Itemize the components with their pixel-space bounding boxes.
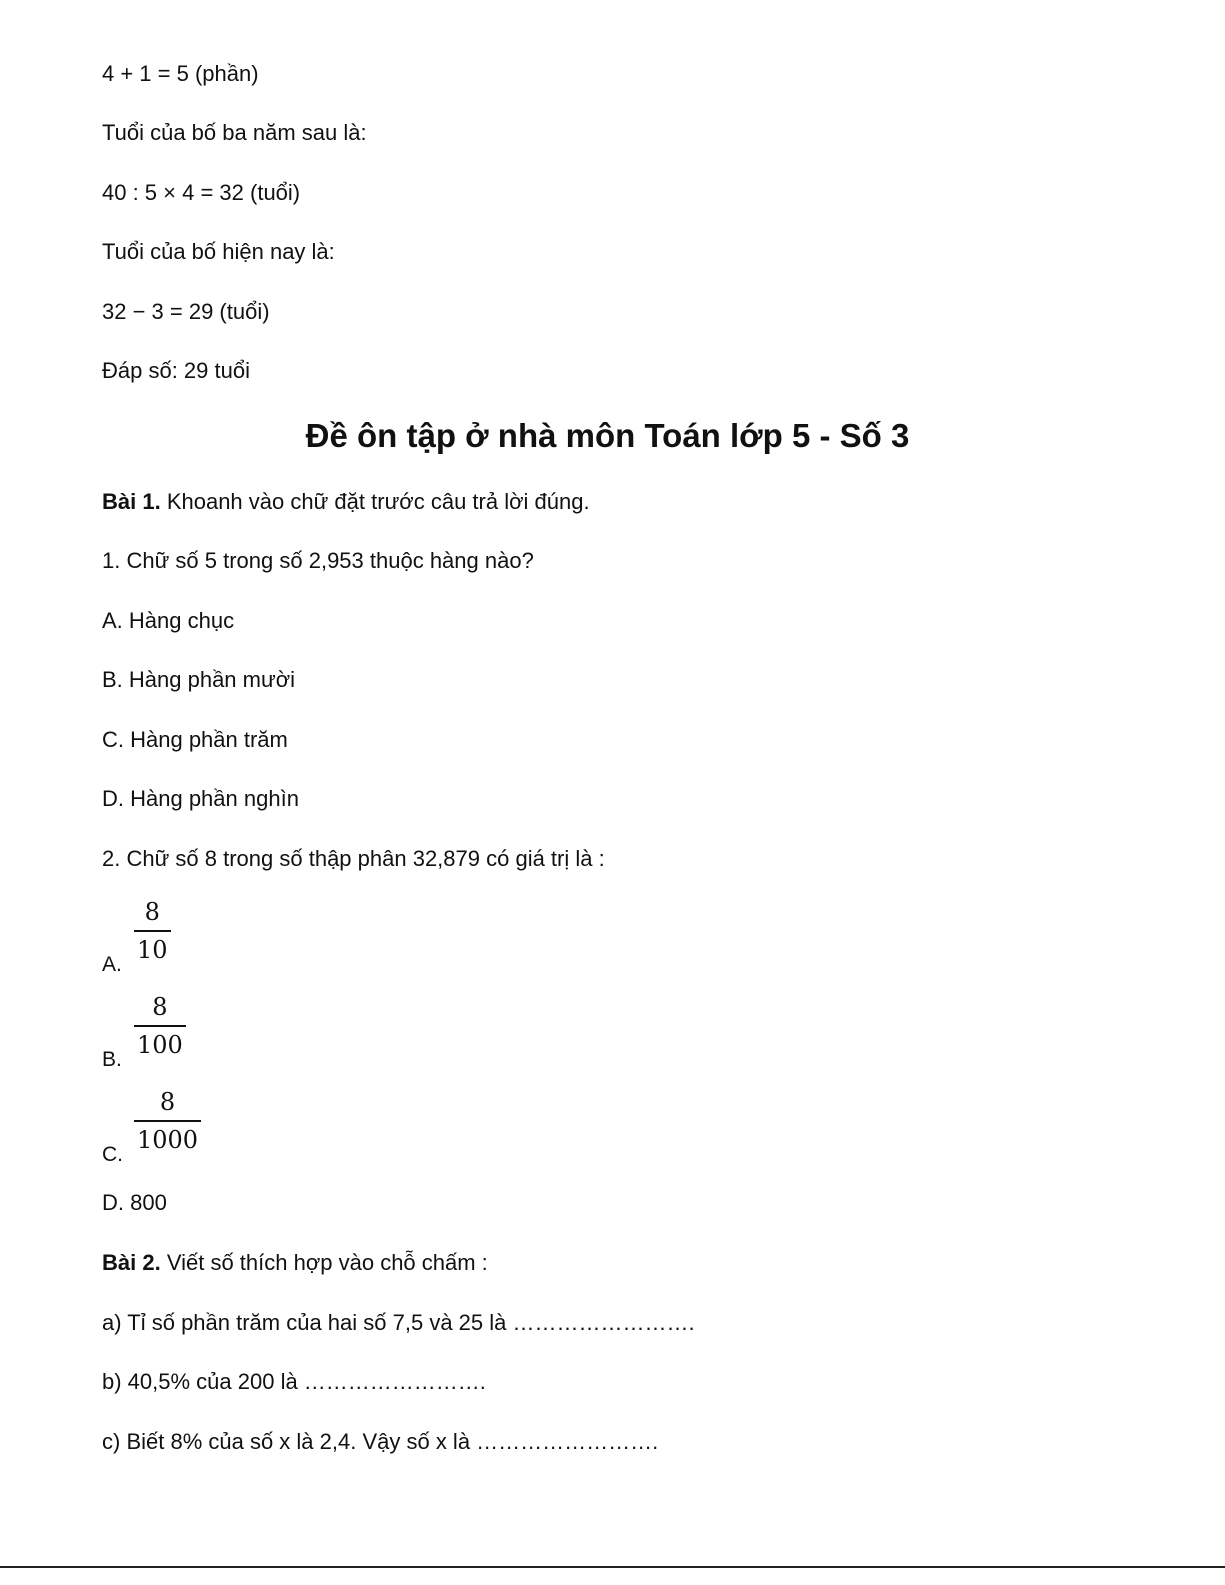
question-1: 1. Chữ số 5 trong số 2,953 thuộc hàng nào? <box>102 548 534 573</box>
bai2-heading <box>102 1250 488 1276</box>
q2-option-a <box>102 897 222 977</box>
fraction-denominator: 100 <box>137 1030 183 1059</box>
fraction <box>134 1087 201 1155</box>
q1-option-d: D. Hàng phần nghìn <box>102 786 299 811</box>
q2-option-b <box>102 992 242 1072</box>
option-letter: C. <box>102 1143 123 1166</box>
bai2-item-c: c) Biết 8% của số x là 2,4. Vậy số x là ……………………. <box>102 1429 659 1454</box>
fraction-denominator: 1000 <box>137 1125 199 1154</box>
fraction-numerator: 8 <box>152 993 168 1021</box>
fraction <box>134 897 171 965</box>
bai1-label: Bài 1. <box>102 489 161 514</box>
solution-line: 4 + 1 = 5 (phần) <box>102 61 259 86</box>
question-2: 2. Chữ số 8 trong số thập phân 32,879 có giá trị là : <box>102 846 605 871</box>
q1-option-b: B. Hàng phần mười <box>102 667 296 692</box>
bai1-instruction: Khoanh vào chữ đặt trước câu trả lời đúng. <box>160 489 590 514</box>
fraction <box>134 992 186 1060</box>
option-letter: B. <box>102 1048 122 1071</box>
bai2-instruction: Viết số thích hợp vào chỗ chấm : <box>160 1250 488 1275</box>
q1-option-c: C. Hàng phần trăm <box>102 727 288 752</box>
solution-answer: Đáp số: 29 tuổi <box>102 358 250 383</box>
q2-option-d: D. 800 <box>102 1190 167 1215</box>
bai2-item-a: a) Tỉ số phần trăm của hai số 7,5 và 25 là ……………………. <box>102 1310 695 1335</box>
bai2-item-b: b) 40,5% của 200 là ……………………. <box>102 1369 486 1394</box>
solution-line: 40 : 5 × 4 = 32 (tuổi) <box>102 180 301 205</box>
q1-option-a: A. Hàng chục <box>102 608 235 633</box>
fraction-denominator: 10 <box>137 935 168 964</box>
option-letter: A. <box>102 953 122 976</box>
fraction-numerator: 8 <box>159 1088 176 1116</box>
bai1-heading <box>102 489 590 515</box>
q2-option-c <box>102 1087 262 1167</box>
fraction-numerator: 8 <box>144 898 160 926</box>
solution-line: Tuổi của bố ba năm sau là: <box>102 120 367 145</box>
page-bottom-edge <box>0 1566 1225 1568</box>
solution-line: 32 − 3 = 29 (tuổi) <box>102 299 270 324</box>
exam-title: Đề ôn tập ở nhà môn Toán lớp 5 - Số 3 <box>305 417 910 454</box>
bai2-label: Bài 2. <box>102 1250 161 1275</box>
solution-line: Tuổi của bố hiện nay là: <box>102 239 335 264</box>
